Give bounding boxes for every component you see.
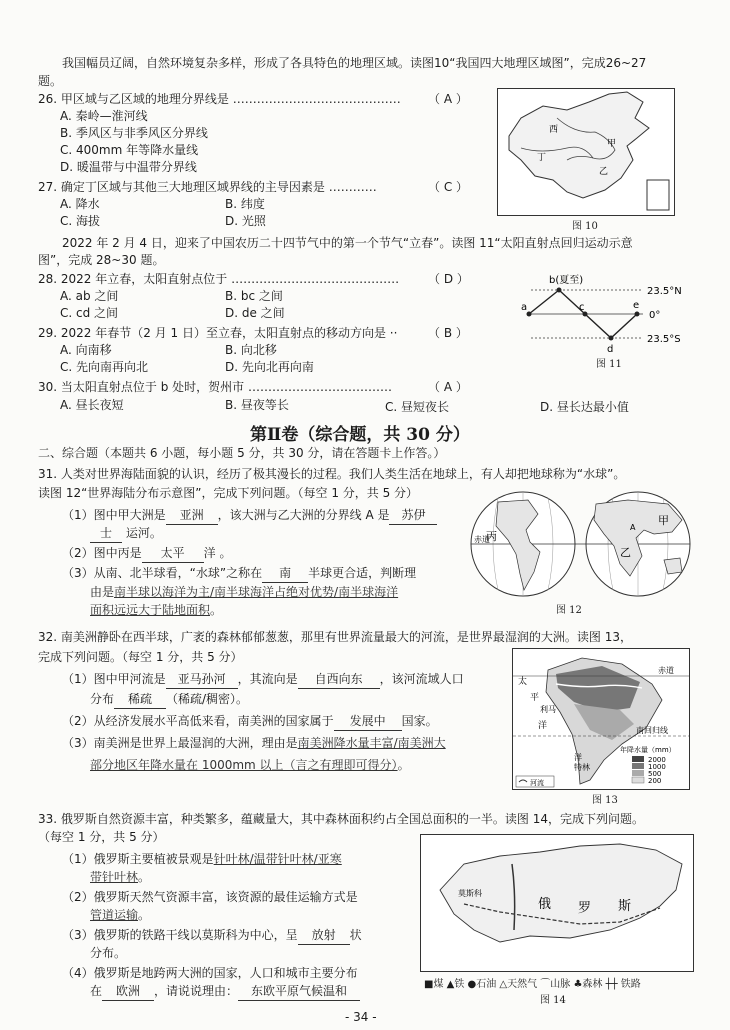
q28-option-d: D. de 之间 [225,306,285,320]
q31-answer-jia: 亚洲 [166,508,218,525]
q26-option-c: C. 400mm 年等降水量线 [60,143,199,157]
q31-part3-reason-cont [90,603,222,619]
fig12-label-yi: 乙 [620,546,631,559]
q33-p3-text2: 状 [349,928,362,942]
q31-p1-text3: 运河。 [125,526,162,540]
q27-option-a: A. 降水 [60,197,100,211]
q26-answer: （ A ） [428,92,468,106]
q31-p1-text2: ，该大洲与乙大洲的分界线 A 是 [217,508,390,522]
q31-answer-reason: 南半球以海洋为主/南半球海洋占绝对优势/南半球海洋 [114,585,399,599]
q33-part3 [62,928,362,945]
fig13-label-yang2: 洋 [574,753,582,762]
q31-p3-text3: 由是 [90,585,115,599]
fig11-label-b: b(夏至) [549,275,584,286]
part2-note: 二、综合题（本题共 6 小题，每小题 5 分，共 30 分，请在答题卡上作答。） [38,446,446,460]
intro-28-30-cont: 图”，完成 28~30 题。 [38,253,165,267]
q26-stem: 26. 甲区域与乙区域的地理分界线是 …………………………………… [38,92,401,106]
q32-answer-river: 亚马孙河 [166,672,238,689]
fig11-label-a: a [521,302,528,313]
q30-option-a: A. 昼长夜短 [60,398,124,412]
q31-answer-a: 苏伊 [389,508,437,525]
q27-option-c: C. 海拔 [60,214,101,228]
fig10-label-xi: 西 [549,125,559,135]
q33-p2-text: （2）俄罗斯天然气资源丰富，该资源的最佳运输方式是 [62,890,358,904]
q32-part1-cont [90,692,248,709]
fig10-label-yi: 乙 [599,167,609,177]
q32-answer-direction: 自西向东 [298,672,380,689]
point-b [557,288,562,293]
q31-part1 [62,508,437,525]
legend-swatch-1000 [632,763,644,769]
q33-answer-continent: 欧洲 [102,984,154,1001]
figure-14-legend: ■煤 ▲铁 ●石油 △天然气 ⌒山脉 ♣森林 ┼┼ 铁路 [424,979,641,990]
figure-13-south-america-map [512,648,690,790]
q31-part1-cont [90,526,162,543]
q33-p4-text2: ，请说说理由： [154,984,239,998]
q31-part3 [62,566,416,583]
q30-stem: 30. 当太阳直射点位于 b 处时，贺州市 ……………………………… [38,380,392,394]
q32-p1-text3: ，该河流域人口 [379,672,464,686]
q27-option-b: B. 纬度 [225,197,265,211]
part2-title: 第Ⅱ卷（综合题，共 30 分） [250,425,470,445]
figure-14-caption: 图 14 [540,995,566,1006]
q33-part4: （4）俄罗斯是地跨两大洲的国家，人口和城市主要分布 [62,966,358,980]
q32-p1-text5: （稀疏/稠密）。 [166,692,249,706]
q31-part2 [62,546,231,563]
q28-answer: （ D ） [428,272,469,286]
q33-answer-vegetation: 针叶林/温带针叶林/亚寒 [213,852,342,866]
figure-11-sun-movement [515,274,695,354]
figure-12-caption: 图 12 [556,605,582,616]
legend-value-500: 500 [648,770,662,778]
legend-swatch-500 [632,770,644,776]
q28-option-b: B. bc 之间 [225,289,283,303]
q33-intro-cont: （每空 1 分，共 5 分） [38,830,165,844]
q32-p1-text2: ，其流向是 [237,672,298,686]
q27-answer: （ C ） [428,180,469,194]
q31-p3-end: 。 [210,603,223,617]
q32-part2 [62,714,438,731]
fig13-label-yang: 洋 [538,721,548,731]
fig11-label-d: d [607,344,614,354]
q31-answer-a-cont: 士 [90,526,122,543]
fig13-label-tropic: 南回归线 [636,726,668,735]
figure-11-caption: 图 11 [596,359,622,370]
legend-value-200: 200 [648,777,662,785]
point-d [609,336,614,341]
q26-option-d: D. 暖温带与中温带分界线 [60,160,197,174]
legend-value-1000: 1000 [648,763,666,771]
q32-p1-text4: 分布 [90,692,115,706]
figure-12-world-map [468,490,694,598]
q32-part3 [62,736,446,752]
fig13-label-equator: 赤道 [658,666,674,675]
q26-option-b: B. 季风区与非季风区分界线 [60,126,208,140]
fig13-label-lima: 利马 [540,705,556,714]
fig10-label-ding: 丁 [537,153,547,163]
q31-answer-hemisphere: 南 [262,566,308,583]
q31-p1-text: （1）图中甲大洲是 [62,508,166,522]
fig13-label-tai: 太 [518,677,528,687]
q33-part3-cont: 分布。 [90,946,127,960]
q33-answer-railway: 放射 [298,928,350,945]
legend-river-label: 河流 [530,779,544,787]
q30-option-b: B. 昼夜等长 [225,398,289,412]
intro-26-27-cont: 题。 [38,74,63,88]
fig14-label-moscow: 莫斯科 [458,889,482,898]
fig11-label-0: 0° [649,310,661,321]
fig12-label-jia: 甲 [658,514,669,527]
q31-part3-reason [90,585,398,601]
q33-part2 [62,890,358,906]
legend-value-2000: 2000 [648,756,666,764]
q33-p1-text: （1）俄罗斯主要植被景观是 [62,852,214,866]
q32-part3-cont [90,758,410,774]
q27-option-d: D. 光照 [225,214,266,228]
q32-p3-text: （3）南美洲是世界上最湿润的大洲，理由是 [62,736,298,750]
q29-option-a: A. 向南移 [60,343,112,357]
legend-swatch-2000 [632,756,644,762]
q33-part1 [62,852,342,868]
legend-swatch-200 [632,777,644,783]
q31-p3-text2: 半球更合适，判断理 [308,566,417,580]
q32-p3-end: 。 [397,758,410,772]
q32-p2-text: （2）从经济发展水平高低来看，南美洲的国家属于 [62,714,334,728]
intro-28-30: 2022 年 2 月 4 日，迎来了中国农历二十四节气中的第一个节气“立春”。读图 11“太阳直射点回归运动示意 [62,236,633,250]
q33-p2-end: 。 [138,908,151,922]
q29-option-b: B. 向北移 [225,343,277,357]
fig12-label-a: A [630,523,636,532]
fig13-label-telin: 特林 [574,763,590,772]
intro-26-27: 我国幅员辽阔，自然环境复杂多样，形成了各具特色的地理区域。读图10“我国四大地理区域图”，完成26~27 [62,56,647,70]
q33-intro: 33. 俄罗斯自然资源丰富，种类繁多，蕴藏量大，其中森林面积约占全国总面积的一半。读图 14，完成下列问题。 [38,812,644,826]
q33-part4-cont [90,984,360,1001]
figure-10-caption: 图 10 [572,221,598,232]
fig11-label-e: e [633,300,640,311]
q28-option-c: C. cd 之间 [60,306,119,320]
fig11-label-23n: 23.5°N [647,286,682,297]
fig10-label-jia: 甲 [607,139,617,149]
q29-option-d: D. 先向北再向南 [225,360,314,374]
q32-answer-reason-cont: 部分地区年降水量在 1000mm 以上（言之有理即可得分） [90,758,398,772]
q32-intro: 32. 南美洲静卧在西半球，广袤的森林郁郁葱葱，那里有世界流量最大的河流，是世界最湿润的大洲。读图 13， [38,630,632,644]
q33-answer-reason: 东欧平原气候温和 [238,984,360,1001]
q26-option-a: A. 秦岭—淮河线 [60,109,148,123]
q31-p2-text2: 洋 。 [203,546,232,560]
figure-14-russia-map [420,834,694,972]
fig12-label-bing: 丙 [486,530,497,543]
q27-stem: 27. 确定丁区域与其他三大地理区域界线的主导因素是 ………… [38,180,377,194]
fig14-label-si: 斯 [618,899,632,914]
q30-option-d: D. 昼长达最小值 [540,400,629,414]
figure-13-caption: 图 13 [592,795,618,806]
fig14-label-e: 俄 [538,897,552,912]
fig12-label-equator: 赤道 [474,535,490,544]
q32-answer-development: 发展中 [334,714,402,731]
q30-answer: （ A ） [428,380,468,394]
q32-part1 [62,672,464,689]
q32-p1-text: （1）图中甲河流是 [62,672,166,686]
fig11-label-23s: 23.5°S [647,334,681,345]
q33-answer-vegetation-cont: 带针叶林 [90,870,139,884]
q29-stem: 29. 2022 年春节（2 月 1 日）至立春，太阳直射点的移动方向是 ·· [38,326,398,340]
q31-p3-text: （3）从南、北半球看，“水球”之称在 [62,566,263,580]
q32-answer-reason: 南美洲降水量丰富/南美洲大 [297,736,446,750]
q33-p4-text: 在 [90,984,103,998]
point-e [635,312,640,317]
fig11-label-c: c [579,302,585,313]
q29-option-c: C. 先向南再向北 [60,360,149,374]
fig13-label-ping: 平 [530,693,540,703]
q32-p2-text2: 国家。 [401,714,438,728]
q33-part1-cont [90,870,150,886]
q32-answer-population: 稀疏 [114,692,166,709]
q31-answer-bing: 太平 [142,546,204,563]
q31-answer-reason-cont: 面积远远大于陆地面积 [90,603,211,617]
q28-stem: 28. 2022 年立春，太阳直射点位于 …………………………………… [38,272,400,286]
q33-p3-text: （3）俄罗斯的铁路干线以莫斯科为中心，呈 [62,928,298,942]
q30-option-c: C. 昼短夜长 [385,400,450,414]
fig14-label-luo: 罗 [578,901,592,916]
figure-10-china-map [497,88,675,216]
q33-p1-end: 。 [138,870,151,884]
q31-intro: 31. 人类对世界海陆面貌的认识，经历了极其漫长的过程。我们人类生活在地球上，有人却把地球称为“水球”。 [38,467,626,481]
q31-p2-text: （2）图中丙是 [62,546,142,560]
point-a [527,312,532,317]
q33-answer-transport: 管道运输 [90,908,139,922]
fig13-legend-title: 年降水量（mm） [620,746,676,754]
page-number: - 34 - [345,1010,377,1024]
q29-answer: （ B ） [428,326,468,340]
q28-option-a: A. ab 之间 [60,289,119,303]
q33-part2-cont [90,908,150,924]
q32-intro-cont: 完成下列问题。（每空 1 分，共 5 分） [38,650,243,664]
q31-intro-cont: 读图 12“世界海陆分布示意图”，完成下列问题。（每空 1 分，共 5 分） [38,486,419,500]
